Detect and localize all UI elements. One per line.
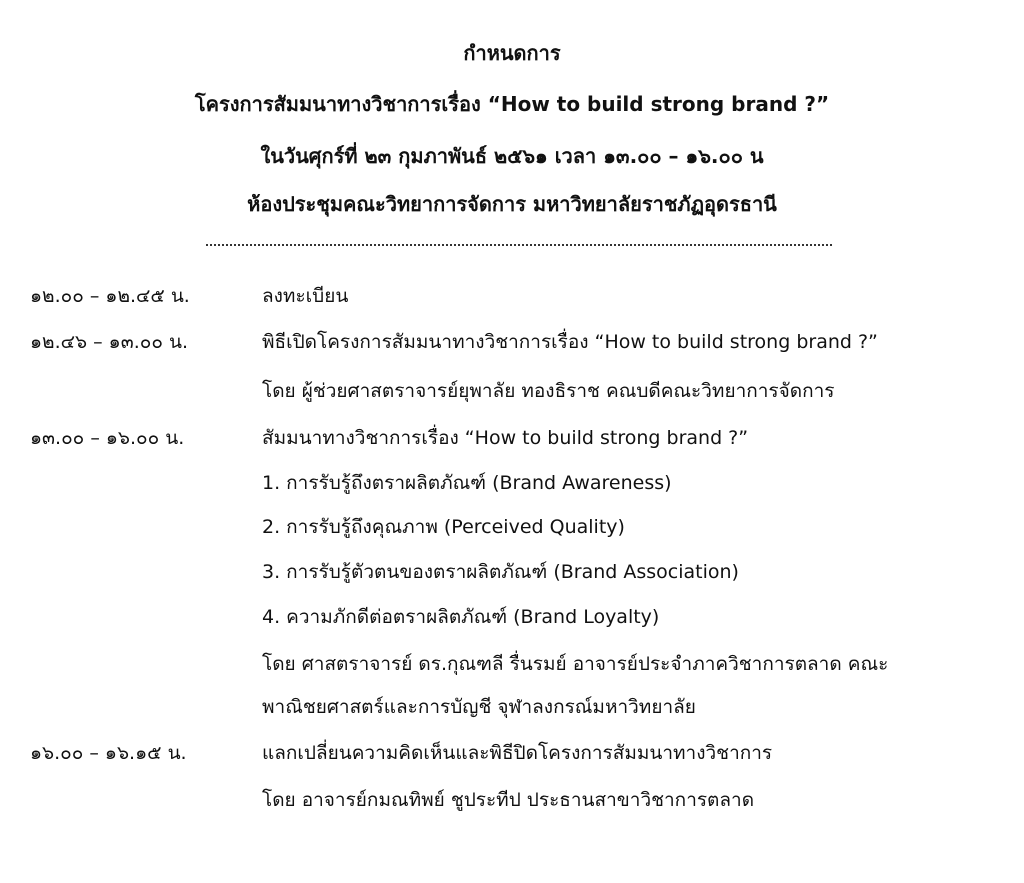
schedule-time: ๑๒.๔๖ – ๑๓.๐๐ น. bbox=[30, 331, 188, 353]
schedule-presenter: โดย ผู้ช่วยศาสตราจารย์ยุพาลัย ทองธิราช คณบดีคณะวิทยาการจัดการ bbox=[262, 380, 835, 402]
schedule-activity: แลกเปลี่ยนความคิดเห็นและพิธีปิดโครงการสัมมนาทางวิชาการ bbox=[262, 742, 773, 764]
schedule-presenter: โดย อาจารย์กมณทิพย์ ชูประทีป ประธานสาขาวิชาการตลาด bbox=[262, 789, 755, 811]
dotted-divider bbox=[206, 244, 832, 246]
topic-item: 2. การรับรู้ถึงคุณภาพ (Perceived Quality) bbox=[262, 516, 625, 538]
topic-item: 4. ความภักดีต่อตราผลิตภัณฑ์ (Brand Loyalty) bbox=[262, 606, 660, 628]
schedule-activity: สัมมนาทางวิชาการเรื่อง “How to build strong brand ?” bbox=[262, 427, 749, 449]
schedule-presenter: โดย ศาสตราจารย์ ดร.กุณฑลี รื่นรมย์ อาจารย์ประจำภาควิชาการตลาด คณะ bbox=[262, 653, 889, 675]
schedule-time: ๑๓.๐๐ – ๑๖.๐๐ น. bbox=[30, 427, 185, 449]
topic-item: 1. การรับรู้ถึงตราผลิตภัณฑ์ (Brand Awareness) bbox=[262, 472, 672, 494]
event-venue: ห้องประชุมคณะวิทยาการจัดการ มหาวิทยาลัยราชภัฏอุดรธานี bbox=[247, 192, 777, 216]
project-title: โครงการสัมมนาทางวิชาการเรื่อง “How to build strong brand ?” bbox=[194, 92, 830, 116]
schedule-time: ๑๒.๐๐ – ๑๒.๔๕ น. bbox=[30, 285, 190, 307]
schedule-activity: ลงทะเบียน bbox=[262, 285, 349, 307]
document-title: กำหนดการ bbox=[463, 41, 561, 65]
topic-item: 3. การรับรู้ตัวตนของตราผลิตภัณฑ์ (Brand Association) bbox=[262, 561, 739, 583]
schedule-time: ๑๖.๐๐ – ๑๖.๑๕ น. bbox=[30, 742, 187, 764]
event-date: ในวันศุกร์ที่ ๒๓ กุมภาพันธ์ ๒๕๖๑ เวลา ๑๓.๐๐ – ๑๖.๐๐ น bbox=[260, 144, 764, 168]
schedule-presenter-affiliation: พาณิชยศาสตร์และการบัญชี จุฬาลงกรณ์มหาวิทยาลัย bbox=[262, 696, 696, 718]
schedule-activity: พิธีเปิดโครงการสัมมนาทางวิชาการเรื่อง “How to build strong brand ?” bbox=[262, 331, 878, 353]
